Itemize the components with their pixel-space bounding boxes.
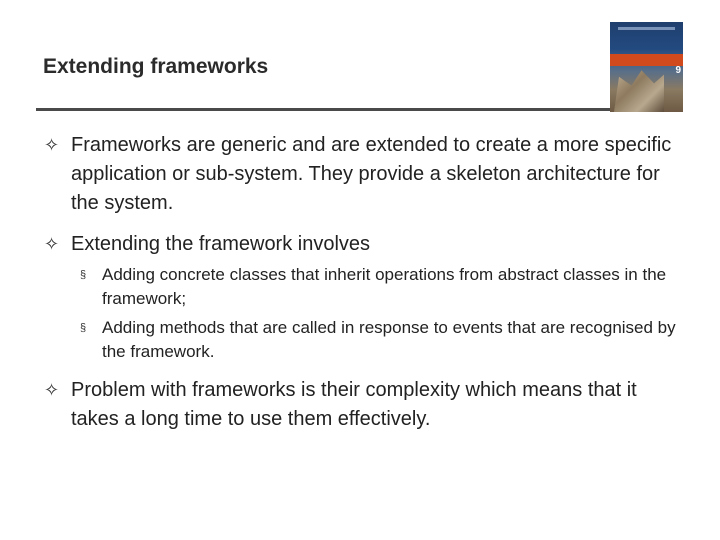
book-cover-image (610, 22, 683, 112)
bullet-item (44, 230, 684, 259)
sub-bullet-text: Adding concrete classes that inherit operations from abstract classes in the framework; (102, 265, 667, 308)
section-marker-icon: § (80, 269, 87, 281)
bullet-text: Extending the framework involves (71, 233, 371, 255)
cover-title-band (610, 54, 683, 66)
sub-bullet-text: Adding methods that are called in response to events that are recognised by the framework. (102, 318, 676, 361)
bullet-star-icon: ✧ (44, 234, 60, 254)
cover-edition-number: 9 (675, 65, 681, 76)
bullet-text: Frameworks are generic and are extended to create a more specific application or sub-system. They provide a skeleton architecture for the system. (71, 134, 672, 214)
slide-title: Extending frameworks (43, 55, 269, 78)
title-divider (36, 108, 612, 111)
sub-bullet-item (80, 316, 684, 364)
cover-building-graphic (614, 68, 664, 112)
bullet-text: Problem with frameworks is their complexity which means that it takes a long time to use them effectively. (71, 379, 637, 430)
bullet-item (44, 131, 684, 218)
sub-bullet-item (80, 263, 684, 311)
bullet-item (44, 376, 684, 434)
bullet-star-icon: ✧ (44, 380, 60, 400)
section-marker-icon: § (80, 322, 87, 334)
slide-body (44, 131, 684, 434)
bullet-star-icon: ✧ (44, 135, 60, 155)
cover-strip (618, 27, 675, 30)
